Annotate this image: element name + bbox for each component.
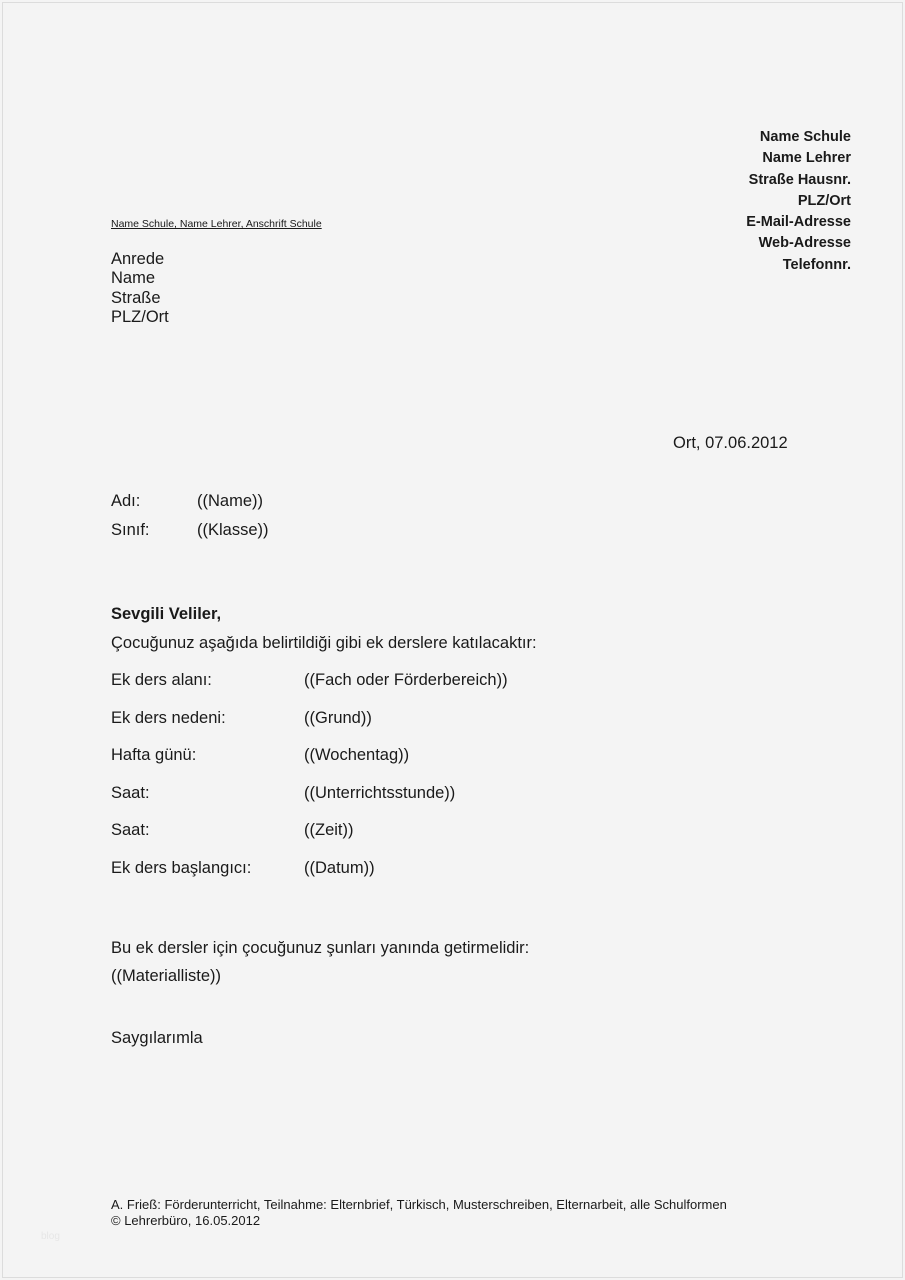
field-value: ((Grund)) (304, 708, 372, 727)
field-label: Ek ders nedeni: (111, 708, 226, 727)
field-value: ((Wochentag)) (304, 746, 410, 764)
field-value: ((Klasse)) (197, 521, 269, 539)
recipient-salutation: Anrede (111, 250, 165, 268)
materials-text: Bu ek dersler için çocuğunuz şunları yanında getirmelidir: (111, 939, 530, 957)
sender-street: Straße Hausnr. (748, 171, 851, 188)
sender-teacher-name: Name Lehrer (762, 150, 851, 167)
detail-row (111, 784, 508, 822)
detail-row (111, 859, 508, 897)
sender-phone: Telefonnr. (782, 256, 851, 273)
sender-website: Web-Adresse (758, 235, 851, 252)
letter-salutation: Sevgili Veliler, (111, 605, 222, 623)
field-value: ((Datum)) (304, 858, 375, 877)
field-label: Hafta günü: (111, 746, 197, 764)
place-date: Ort, 07.06.2012 (673, 434, 788, 452)
footer-description: A. Frieß: Förderunterricht, Teilnahme: Elternbrief, Türkisch, Musterschreiben, Elternarbeit, alle Schulformen (111, 1197, 727, 1212)
student-name-row (111, 492, 269, 521)
detail-row (111, 821, 508, 859)
watermark: blog (41, 1231, 60, 1242)
footer-copyright: © Lehrerbüro, 16.05.2012 (111, 1213, 261, 1228)
materials-placeholder: ((Materialliste)) (111, 967, 222, 985)
field-label: Adı: (111, 492, 141, 510)
intro-paragraph: Çocuğunuz aşağıda belirtildiği gibi ek derslere katılacaktır: (111, 634, 537, 652)
field-label: Sınıf: (111, 521, 150, 539)
recipient-name: Name (111, 269, 156, 288)
sender-address-block (746, 127, 851, 276)
field-label: Ek ders başlangıcı: (111, 858, 252, 877)
materials-section (111, 934, 529, 990)
letter-page (2, 2, 903, 1278)
student-class-row (111, 521, 269, 550)
footer (111, 1197, 727, 1229)
field-label: Saat: (111, 821, 150, 839)
recipient-address-block (111, 250, 169, 327)
recipient-postcode-city: PLZ/Ort (111, 307, 169, 326)
lesson-details (111, 671, 508, 896)
detail-row (111, 746, 508, 784)
sender-email: E-Mail-Adresse (746, 214, 851, 231)
return-address-line: Name Schule, Name Lehrer, Anschrift Schule (111, 218, 322, 230)
student-info (111, 492, 269, 550)
field-label: Saat: (111, 783, 150, 802)
recipient-street: Straße (111, 288, 161, 307)
field-value: ((Unterrichtsstunde)) (304, 783, 456, 802)
sender-school-name: Name Schule (759, 129, 851, 145)
field-value: ((Zeit)) (304, 821, 354, 839)
sender-postcode-city: PLZ/Ort (797, 192, 851, 209)
detail-row (111, 709, 508, 747)
closing: Saygılarımla (111, 1029, 203, 1047)
detail-row (111, 671, 508, 709)
field-value: ((Name)) (197, 492, 263, 510)
field-value: ((Fach oder Förderbereich)) (304, 671, 508, 689)
field-label: Ek ders alanı: (111, 671, 212, 689)
